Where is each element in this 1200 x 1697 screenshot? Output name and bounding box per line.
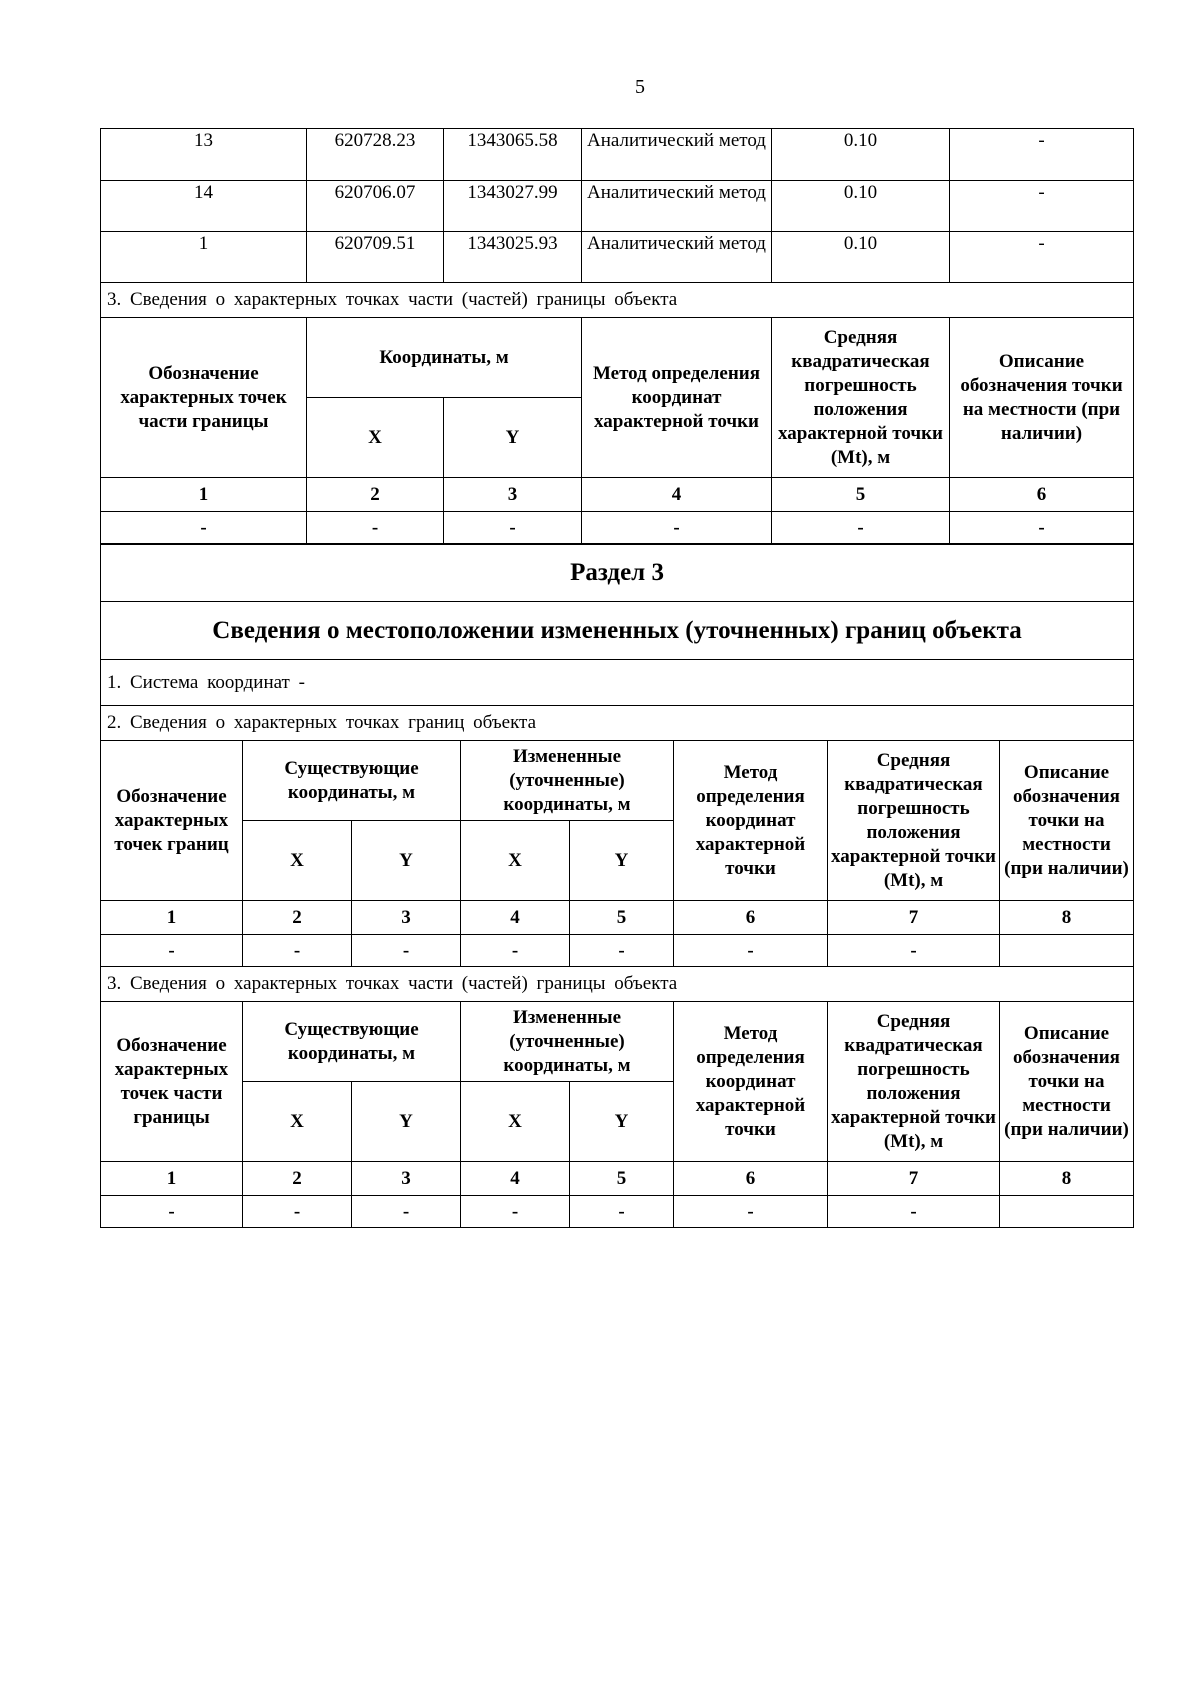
data-cell: [1000, 1196, 1134, 1228]
existing-coords-header: Существующие координаты, м: [243, 1002, 461, 1082]
method-header: Метод определения координат характерной точки: [674, 741, 828, 901]
column-number: 5: [570, 1162, 674, 1196]
method-cell: Аналитический метод: [582, 129, 772, 181]
desc-cell: -: [950, 181, 1134, 232]
column-number: 6: [674, 901, 828, 935]
column-number: 1: [101, 901, 243, 935]
coord-system-row: [101, 660, 1134, 706]
section-title: Раздел 3: [101, 545, 1134, 602]
table-caption-row: [101, 706, 1134, 741]
section-subtitle: Сведения о местоположении измененных (уточненных) границ объекта: [101, 602, 1134, 660]
y-header: Y: [444, 398, 582, 478]
x-header: X: [307, 398, 444, 478]
data-cell: -: [461, 935, 570, 967]
point-cell: 1: [101, 232, 307, 283]
x-header: X: [461, 821, 570, 901]
column-number: 6: [950, 478, 1134, 512]
table-row: [101, 512, 1134, 544]
method-cell: Аналитический метод: [582, 181, 772, 232]
desc-header: Описание обозначения точки на местности (при наличии): [1000, 1002, 1134, 1162]
x-cell: 620728.23: [307, 129, 444, 181]
point-cell: 14: [101, 181, 307, 232]
column-number: 6: [674, 1162, 828, 1196]
data-cell: -: [352, 935, 461, 967]
y-header: Y: [570, 821, 674, 901]
column-number: 1: [101, 1162, 243, 1196]
page-number: 5: [635, 76, 645, 98]
column-number: 4: [461, 901, 570, 935]
point-header: Обозначение характерных точек границ: [101, 741, 243, 901]
table-row: [101, 129, 1134, 181]
column-number-row: [101, 1162, 1134, 1196]
data-cell: -: [674, 935, 828, 967]
column-number: 5: [772, 478, 950, 512]
column-number: 3: [444, 478, 582, 512]
existing-coords-header: Существующие координаты, м: [243, 741, 461, 821]
column-number-row: [101, 478, 1134, 512]
mt-header: Средняя квадратическая погрешность положения характерной точки (Mt), м: [828, 741, 1000, 901]
column-number: 5: [570, 901, 674, 935]
data-cell: -: [582, 512, 772, 544]
section-title-row: [101, 545, 1134, 602]
section2-table: [100, 128, 1134, 544]
x-header: X: [243, 1082, 352, 1162]
data-cell: -: [772, 512, 950, 544]
column-number: 2: [243, 901, 352, 935]
header-row: [101, 741, 1134, 821]
method-header: Метод определения координат характерной точки: [674, 1002, 828, 1162]
data-cell: -: [828, 1196, 1000, 1228]
data-cell: -: [570, 935, 674, 967]
table-row: [101, 935, 1134, 967]
column-number: 7: [828, 901, 1000, 935]
data-cell: [1000, 935, 1134, 967]
table-caption-row: [101, 283, 1134, 318]
method-cell: Аналитический метод: [582, 232, 772, 283]
column-number: 7: [828, 1162, 1000, 1196]
table-row: [101, 181, 1134, 232]
x-cell: 620706.07: [307, 181, 444, 232]
coords-header: Координаты, м: [307, 318, 582, 398]
column-number: 4: [461, 1162, 570, 1196]
changed-coords-header: Измененные (уточненные) координаты, м: [461, 741, 674, 821]
section2-block: [100, 128, 1133, 544]
table-caption-row: [101, 967, 1134, 1002]
mt-cell: 0.10: [772, 129, 950, 181]
mt-cell: 0.10: [772, 181, 950, 232]
column-number: 3: [352, 901, 461, 935]
mt-header: Средняя квадратическая погрешность положения характерной точки (Mt), м: [772, 318, 950, 478]
mt-header: Средняя квадратическая погрешность положения характерной точки (Mt), м: [828, 1002, 1000, 1162]
data-cell: -: [243, 935, 352, 967]
table-row: [101, 1196, 1134, 1228]
data-cell: -: [570, 1196, 674, 1228]
table-row: [101, 232, 1134, 283]
column-number: 3: [352, 1162, 461, 1196]
section-subtitle-row: [101, 602, 1134, 660]
header-row: [101, 318, 1134, 398]
boundary-caption: 2. Сведения о характерных точках границ объекта: [101, 706, 1134, 741]
column-number: 2: [307, 478, 444, 512]
section3-block: [100, 544, 1133, 1228]
data-cell: -: [352, 1196, 461, 1228]
coord-system: 1. Система координат -: [101, 660, 1134, 706]
changed-coords-header: Измененные (уточненные) координаты, м: [461, 1002, 674, 1082]
section3-table: [100, 544, 1134, 1228]
data-cell: -: [101, 512, 307, 544]
desc-cell: -: [950, 129, 1134, 181]
y-header: Y: [352, 1082, 461, 1162]
x-cell: 620709.51: [307, 232, 444, 283]
data-cell: -: [950, 512, 1134, 544]
data-cell: -: [101, 935, 243, 967]
column-number-row: [101, 901, 1134, 935]
data-cell: -: [243, 1196, 352, 1228]
column-number: 2: [243, 1162, 352, 1196]
data-cell: -: [674, 1196, 828, 1228]
data-cell: -: [444, 512, 582, 544]
mt-cell: 0.10: [772, 232, 950, 283]
header-row: [101, 1002, 1134, 1082]
method-header: Метод определения координат характерной точки: [582, 318, 772, 478]
data-cell: -: [461, 1196, 570, 1228]
part-caption: 3. Сведения о характерных точках части (частей) границы объекта: [101, 967, 1134, 1002]
y-cell: 1343025.93: [444, 232, 582, 283]
desc-cell: -: [950, 232, 1134, 283]
column-number: 4: [582, 478, 772, 512]
x-header: X: [461, 1082, 570, 1162]
column-number: 1: [101, 478, 307, 512]
point-header: Обозначение характерных точек части границы: [101, 1002, 243, 1162]
desc-header: Описание обозначения точки на местности (при наличии): [1000, 741, 1134, 901]
part-caption: 3. Сведения о характерных точках части (частей) границы объекта: [101, 283, 1134, 318]
desc-header: Описание обозначения точки на местности (при наличии): [950, 318, 1134, 478]
point-header: Обозначение характерных точек части границы: [101, 318, 307, 478]
point-cell: 13: [101, 129, 307, 181]
column-number: 8: [1000, 901, 1134, 935]
data-cell: -: [828, 935, 1000, 967]
data-cell: -: [101, 1196, 243, 1228]
column-number: 8: [1000, 1162, 1134, 1196]
y-header: Y: [352, 821, 461, 901]
y-cell: 1343027.99: [444, 181, 582, 232]
x-header: X: [243, 821, 352, 901]
y-cell: 1343065.58: [444, 129, 582, 181]
data-cell: -: [307, 512, 444, 544]
y-header: Y: [570, 1082, 674, 1162]
